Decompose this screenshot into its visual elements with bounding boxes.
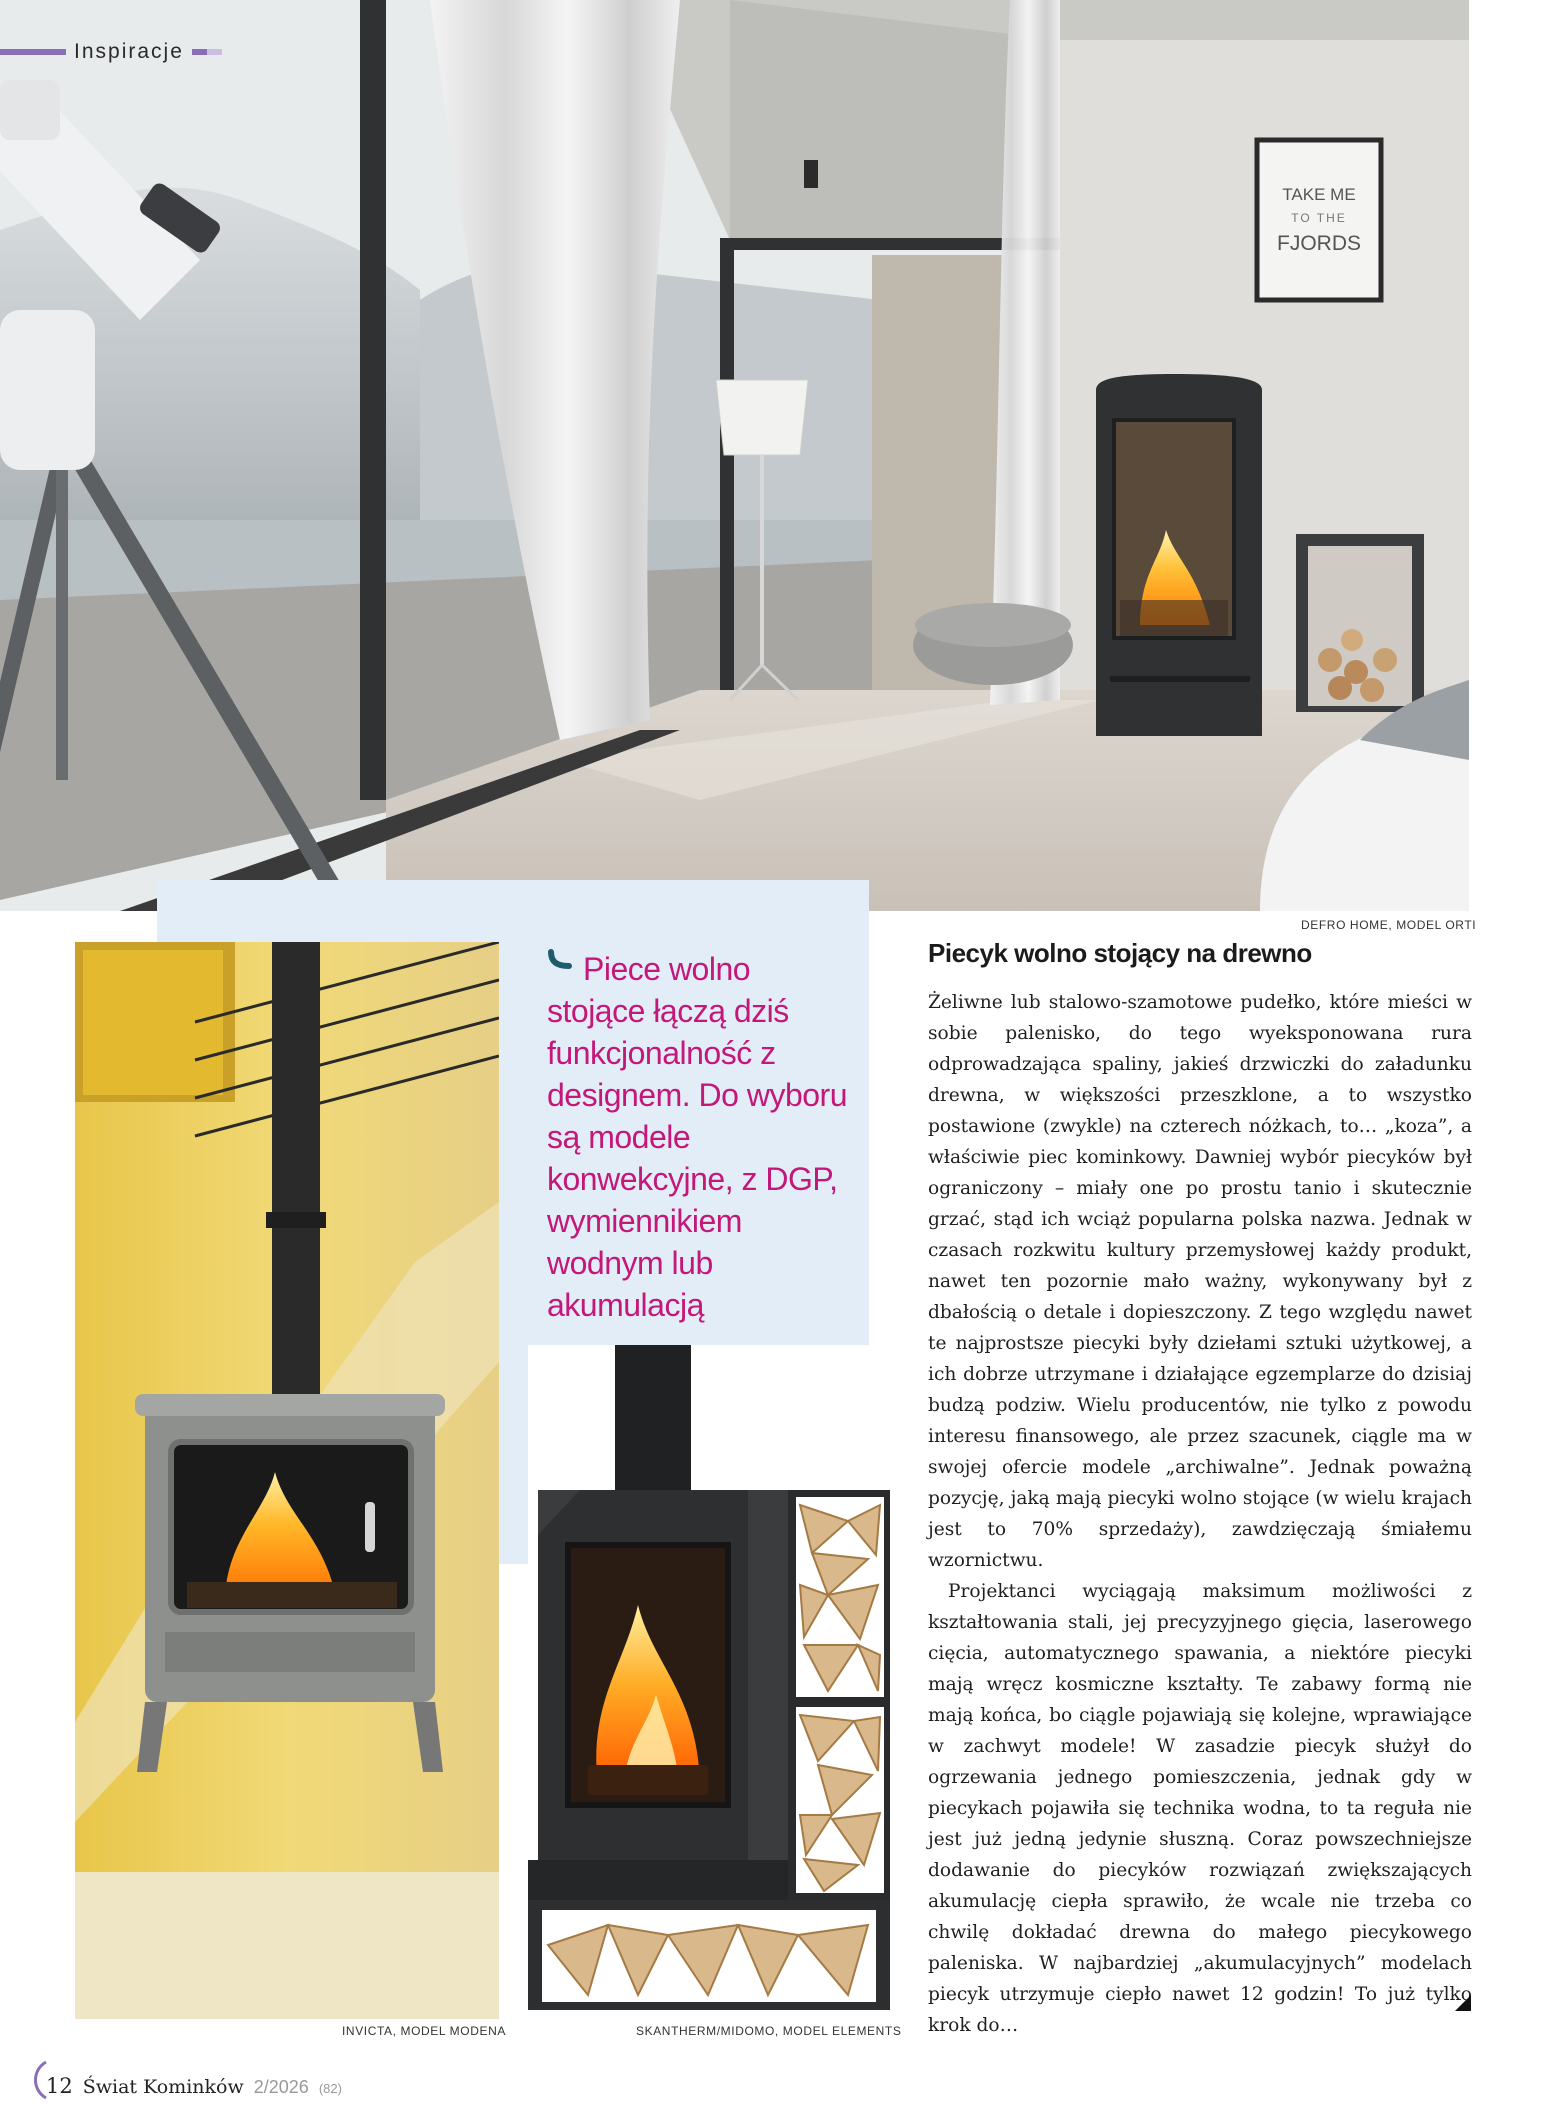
left-photo-caption: INVICTA, MODEL MODENA (342, 2024, 506, 2038)
quote-mark-icon (547, 948, 577, 974)
section-label (0, 40, 222, 64)
issue-number: (82) (318, 2081, 342, 2096)
page-footer (46, 2074, 342, 2098)
article-paragraph-1: Żeliwne lub stalowo-szamotowe pudełko, które mieści w sobie palenisko, do tego wyeksponowana rura odprowadzająca spaliny, jakieś drzwiczki do załadunku drewna, w większości przeszklone, a to wszystko postawione (zwykle) na czterech nóżkach, to… „koza”, a właściwie piec kominkowy. Dawniej wybór piecyków był ograniczony – miały one po prostu tanio i skutecznie grzać, stąd ich wciąż popularna polska nazwa. Jednak w czasach rozkwitu kultury przemysłowej każdy produkt, nawet ten pozornie mało ważny, wykonywany był z dbałością o detale i dopieszczony. Z tego względu nawet te najprostsze piecyki były dziełami sztuki użytkowej, a ich dobrze utrzymane i działające egzemplarze do dzisiaj budzą podziw. Wielu producentów, nie tylko z powodu interesu finansowego, ale przez szacunek, ciągle ma w swojej ofercie modele „archiwalne”. Jednak poważną pozycję, jaką mają piecyki wolno stojące (w wielu krajach jest to 70% sprzedaży), zawdzięczają śmiałemu wzornictwu. (928, 992, 1472, 1571)
section-bar-right (192, 49, 222, 55)
issue-label: 2/2026 (253, 2077, 309, 2097)
hero-caption: DEFRO HOME, MODEL ORTI (1301, 918, 1477, 932)
poster-line-3: FJORDS (1277, 232, 1361, 255)
page-number: 12 (46, 2074, 73, 2098)
hero-photo (0, 0, 1469, 911)
section-label-text: Inspiracje (74, 40, 184, 63)
magazine-name: Świat Kominków (82, 2076, 244, 2098)
poster-line-1: TAKE ME (1282, 185, 1356, 204)
hero-interior-illustration (0, 0, 1469, 911)
article-paragraph-2: Projektanci wyciągają maksimum możliwości z kształtowania stali, jej precyzyjnego gięcia, laserowego cięcia, automatycznego spawania, a niektóre piecyki mają wręcz kosmiczne kształty. Te zabawy formą nie mają końca, bo ciągle pojawiają się kolejne, wprawiające w zachwyt modele! W zasadzie piecyk służył do ogrzewania jednego pomieszczenia, jednak gdy w piecykach pojawiła się technika wodna, to ta reguła nie jest już jedną jedynie słuszną. Coraz powszechniejsze dodawanie do piecyków rozwiązań zwiększających akumulację ciepła sprawiło, że wcale nie trzeba co chwilę dokładać drewna do małego piecykowego paleniska. W najbardziej „akumulacyjnych” modelach piecyk utrzymuje ciepło nawet 12 godzin! To już tylko krok do… (928, 1581, 1472, 2036)
pull-quote-text: Piece wolno stojące łączą dziś funkcjonalność z designem. Do wyboru są modele konwekcyjne, z DGP, wymiennikiem wodnym lub akumulacją (547, 951, 847, 1323)
elements-stove-illustration (528, 1345, 890, 2020)
poster-line-2: TO THE (1291, 211, 1347, 225)
modena-stove-illustration (75, 942, 499, 2019)
right-photo-caption: SKANTHERM/MIDOMO, MODEL ELEMENTS (636, 2024, 902, 2038)
article (928, 938, 1472, 2041)
photo-elements (528, 1345, 890, 2020)
pull-quote (547, 948, 852, 1326)
article-continue-arrow-icon (1455, 1995, 1471, 2011)
article-title: Piecyk wolno stojący na drewno (928, 938, 1312, 968)
photo-modena (75, 942, 499, 2019)
section-bar-left (0, 49, 66, 55)
